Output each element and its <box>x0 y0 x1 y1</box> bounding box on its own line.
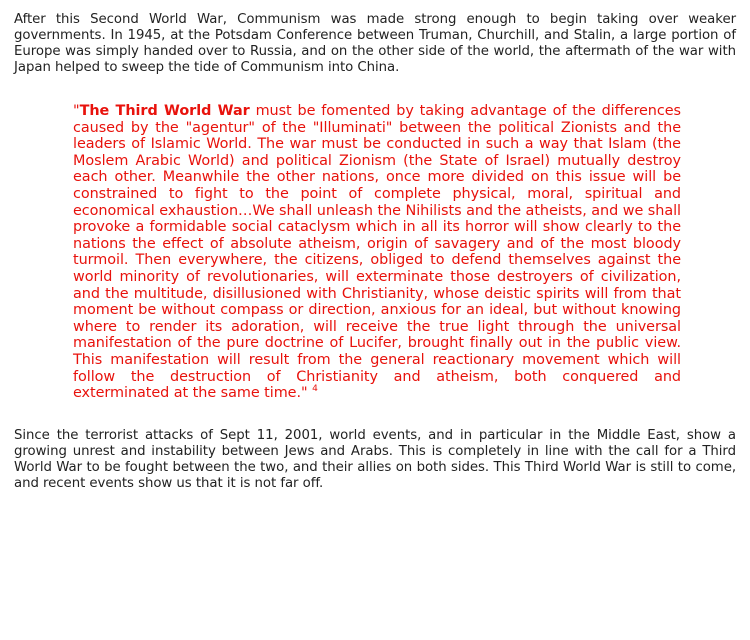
quote-open-mark: " <box>73 103 80 119</box>
paragraph-potsdam: After this Second World War, Communism was made strong enough to begin taking over weaker governments. In 1945, at the Potsdam Conference between Truman, Churchill, and Stalin, a large portion of Europe was simply handed over to Russia, and on the other side of the world, the aftermath of the war with Japan helped to sweep the tide of Communism into China. <box>14 12 736 75</box>
footnote-marker[interactable]: 4 <box>312 384 318 395</box>
quote-body: must be fomented by taking advantage of the differences caused by the "agentur" of the "Illuminati" between the political Zionists and the leaders of Islamic World. The war must be conducted in such a way that Islam (the Moslem Arabic World) and political Zionism (the State of Israel) mutually destroy each other. Meanwhile the other nations, once more divided on this issue will be constrained to fight to the point of complete physical, moral, spiritual and economical exhaustion…We shall unleash the Nihilists and the atheists, and we shall provoke a formidable social cataclysm which in all its horror will show clearly to the nations the effect of absolute atheism, origin of savagery and of the most bloody turmoil. Then everywhere, the citizens, obliged to defend themselves against the world minority of revolutionaries, will exterminate those destroyers of civilization, and the multitude, disillusioned with Christianity, whose deistic spirits will from that moment be without compass or direction, anxious for an ideal, but without knowing where to render its adoration, will receive the true light through the universal manifestation of the pure doctrine of Lucifer, brought finally out in the public view. This manifestation will result from the general reactionary movement which will follow the destruction of Christianity and atheism, both conquered and exterminated at the same time." <box>73 103 681 402</box>
quote-bold-lead: The Third World War <box>79 103 250 119</box>
paragraph-sept-11: Since the terrorist attacks of Sept 11, 2001, world events, and in particular in the Middle East, show a growing unrest and instability between Jews and Arabs. This is completely in line with the call for a Third World War to be fought between the two, and their allies on both sides. This Third World War is still to come, and recent events show us that it is not far off. <box>14 427 736 491</box>
block-quote <box>73 103 681 402</box>
quote-text <box>73 103 681 402</box>
